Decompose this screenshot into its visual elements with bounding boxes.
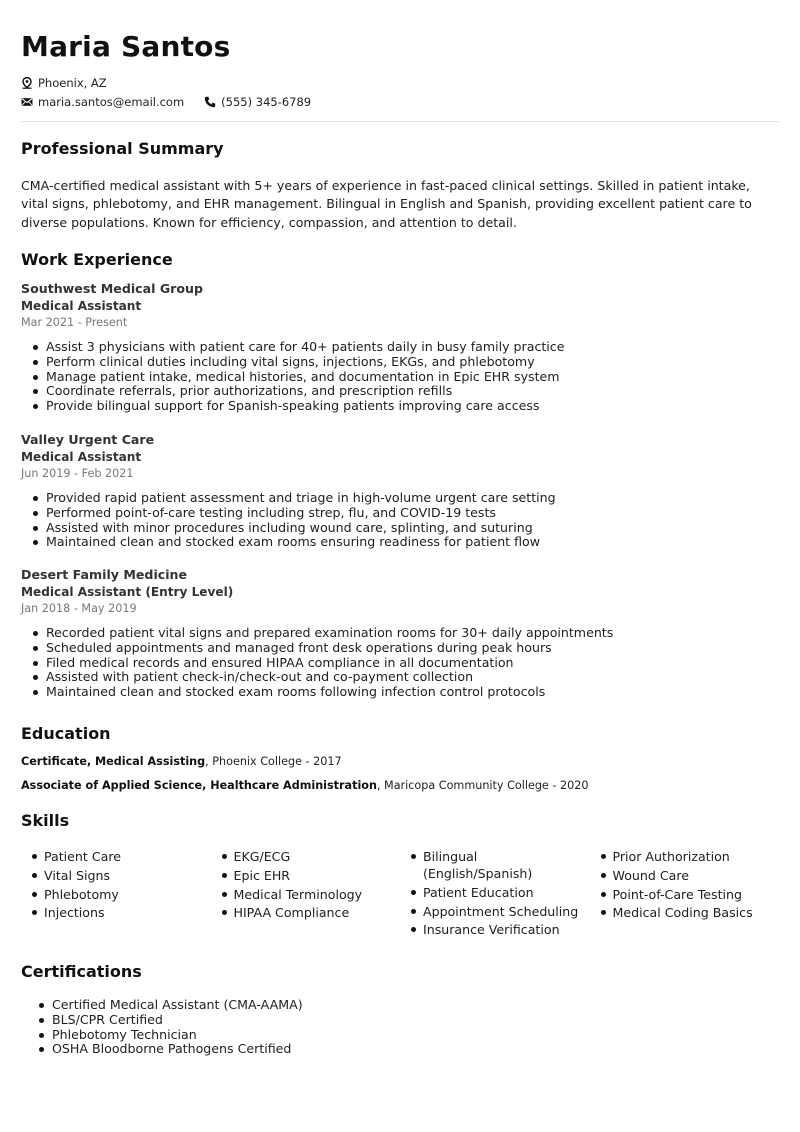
email-link[interactable]: maria.santos@email.com <box>38 95 185 109</box>
skill-item: EKG/ECG <box>211 848 401 865</box>
job-dates: Jan 2018 - May 2019 <box>21 602 137 615</box>
contact-row <box>21 95 311 109</box>
skills-column <box>590 848 780 940</box>
list-item: Perform clinical duties including vital signs, injections, EKGs, and phlebotomy <box>21 355 779 370</box>
certification-item: Certified Medical Assistant (CMA-AAMA) <box>21 998 779 1013</box>
skill-item: Patient Care <box>21 848 211 865</box>
job-entry <box>21 431 779 550</box>
list-item: Assist 3 physicians with patient care for 40+ patients daily in busy family practice <box>21 340 779 355</box>
list-item: Coordinate referrals, prior authorizations, and prescription refills <box>21 384 779 399</box>
skills-column <box>400 848 590 940</box>
skill-item: Point-of-Care Testing <box>590 886 780 903</box>
education-item <box>21 779 588 792</box>
skill-item: Appointment Scheduling <box>400 903 590 920</box>
location-text: Phoenix, AZ <box>38 76 107 90</box>
contact-phone <box>204 95 311 109</box>
education-item <box>21 755 342 768</box>
contact-location <box>21 76 107 90</box>
skill-item: Vital Signs <box>21 867 211 884</box>
job-title: Medical Assistant <box>21 450 142 464</box>
skills-column <box>21 848 211 940</box>
list-item: Assisted with patient check-in/check-out and co-payment collection <box>21 670 779 685</box>
list-item: Performed point-of-care testing including strep, flu, and COVID-19 tests <box>21 506 779 521</box>
list-item: Provided rapid patient assessment and triage in high-volume urgent care setting <box>21 491 779 506</box>
skill-item: Prior Authorization <box>590 848 780 865</box>
job-title: Medical Assistant <box>21 299 142 313</box>
skills-column <box>211 848 401 940</box>
list-item: Assisted with minor procedures including wound care, splinting, and suturing <box>21 521 779 536</box>
job-bullets <box>21 626 779 700</box>
job-entry <box>21 280 779 414</box>
education-degree: Certificate, Medical Assisting <box>21 755 206 768</box>
skill-item: Epic EHR <box>211 867 401 884</box>
education-detail: , Maricopa Community College - 2020 <box>376 779 589 792</box>
list-item: Maintained clean and stocked exam rooms following infection control protocols <box>21 685 779 700</box>
list-item: Manage patient intake, medical histories, and documentation in Epic EHR system <box>21 370 779 385</box>
section-heading-skills: Skills <box>21 811 70 830</box>
location-pin-icon <box>21 77 33 89</box>
job-company: Desert Family Medicine <box>21 567 188 582</box>
skill-item: Patient Education <box>400 884 590 901</box>
summary-text: CMA-certified medical assistant with 5+ years of experience in fast-paced clinical settings. Skilled in patient intake, vital signs, phlebotomy, and EHR management. Bilingual in English and Spanish, providing excellent patient care to diverse populations. Known for efficiency, compassion, and attention to detail. <box>21 178 752 230</box>
certification-item: Phlebotomy Technician <box>21 1028 779 1043</box>
section-heading-education: Education <box>21 724 111 743</box>
envelope-icon <box>21 96 33 108</box>
list-item: Scheduled appointments and managed front desk operations during peak hours <box>21 641 779 656</box>
certifications-list <box>21 998 779 1057</box>
section-heading-certifications: Certifications <box>21 962 142 981</box>
list-item: Provide bilingual support for Spanish-speaking patients improving care access <box>21 399 779 414</box>
candidate-name: Maria Santos <box>21 30 231 63</box>
phone-icon <box>204 96 216 108</box>
skill-item: Injections <box>21 904 211 921</box>
job-bullets <box>21 491 779 550</box>
certification-item: OSHA Bloodborne Pathogens Certified <box>21 1042 779 1057</box>
list-item: Filed medical records and ensured HIPAA compliance in all documentation <box>21 656 779 671</box>
list-item: Recorded patient vital signs and prepared examination rooms for 30+ daily appointments <box>21 626 779 641</box>
skill-item: Phlebotomy <box>21 886 211 903</box>
skill-item: Bilingual (English/Spanish) <box>400 848 590 882</box>
skill-item: Wound Care <box>590 867 780 884</box>
skills-grid <box>21 848 779 940</box>
skill-item: HIPAA Compliance <box>211 904 401 921</box>
skill-item: Insurance Verification <box>400 921 590 938</box>
certification-item: BLS/CPR Certified <box>21 1013 779 1028</box>
skill-item: Medical Terminology <box>211 886 401 903</box>
job-company: Southwest Medical Group <box>21 281 204 296</box>
job-dates: Mar 2021 - Present <box>21 316 128 329</box>
skill-item: Medical Coding Basics <box>590 904 780 921</box>
job-company: Valley Urgent Care <box>21 432 155 447</box>
section-heading-summary: Professional Summary <box>21 139 224 158</box>
job-title: Medical Assistant (Entry Level) <box>21 585 234 599</box>
phone-text: (555) 345-6789 <box>221 95 312 109</box>
list-item: Maintained clean and stocked exam rooms ensuring readiness for patient flow <box>21 535 779 550</box>
header-divider <box>21 121 779 122</box>
section-heading-experience: Work Experience <box>21 250 173 269</box>
job-entry <box>21 566 779 700</box>
education-detail: , Phoenix College - 2017 <box>205 755 342 768</box>
education-degree: Associate of Applied Science, Healthcare Administration <box>21 779 377 792</box>
job-dates: Jun 2019 - Feb 2021 <box>21 467 134 480</box>
job-bullets <box>21 340 779 414</box>
